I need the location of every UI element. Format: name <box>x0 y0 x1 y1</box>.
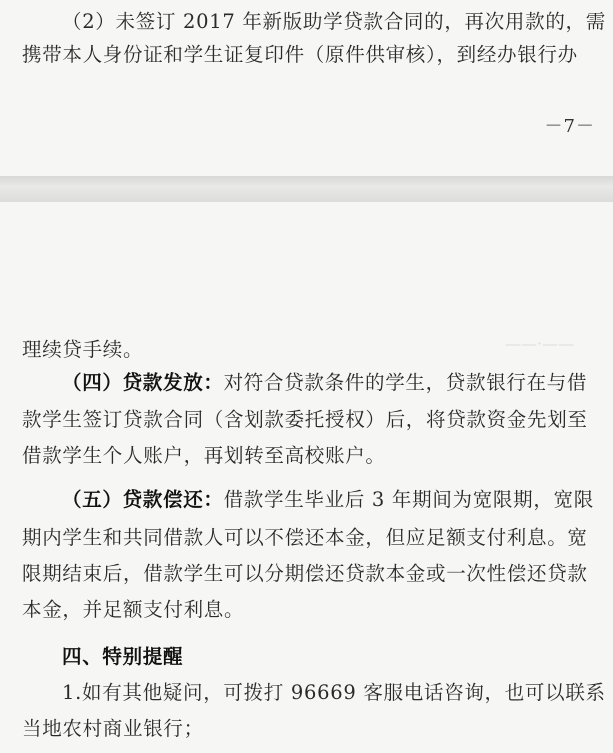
continued-line: 理续贷手续。 <box>22 338 144 361</box>
page-number: －7－ <box>544 116 595 137</box>
item1-line-1: 1.如有其他疑问，可拨打 96669 客服电话咨询，也可以联系 <box>62 681 606 704</box>
page-break <box>0 176 613 202</box>
section5-line-1 <box>62 488 594 512</box>
section5-line-2: 期内学生和共同借款人可以不偿还本金，但应足额支付利息。宽 <box>22 526 588 549</box>
section5-line1-text: 借款学生毕业后 3 年期间为宽限期，宽限 <box>223 488 594 511</box>
section4-line1-text: 对符合贷款条件的学生，贷款银行在与借 <box>223 371 588 394</box>
section4-line-3: 借款学生个人账户，再划转至高校账户。 <box>22 444 386 467</box>
top-page-line-1: （2）未签订 2017 年新版助学贷款合同的，再次用款的，需 <box>62 10 606 33</box>
section4-line-2: 款学生签订贷款合同（含划款委托授权）后，将贷款资金先划至 <box>22 408 588 431</box>
section4-heading: （四）贷款发放： <box>62 371 224 394</box>
section5-line-3: 限期结束后，借款学生可以分期偿还贷款本金或一次性偿还贷款 <box>22 562 588 585</box>
top-page-line-2: 携带本人身份证和学生证复印件（原件供审核），到经办银行办 <box>22 43 578 66</box>
bleed-through-text: ——·—— <box>505 334 575 353</box>
top-page <box>0 0 613 176</box>
item1-line-2: 当地农村商业银行； <box>22 717 204 740</box>
section5-line-4: 本金，并足额支付利息。 <box>22 598 245 621</box>
section5-heading: （五）贷款偿还： <box>62 488 224 511</box>
special-reminder-heading: 四、特别提醒 <box>62 645 184 668</box>
section4-line-1 <box>62 371 587 395</box>
bottom-page <box>0 202 613 753</box>
